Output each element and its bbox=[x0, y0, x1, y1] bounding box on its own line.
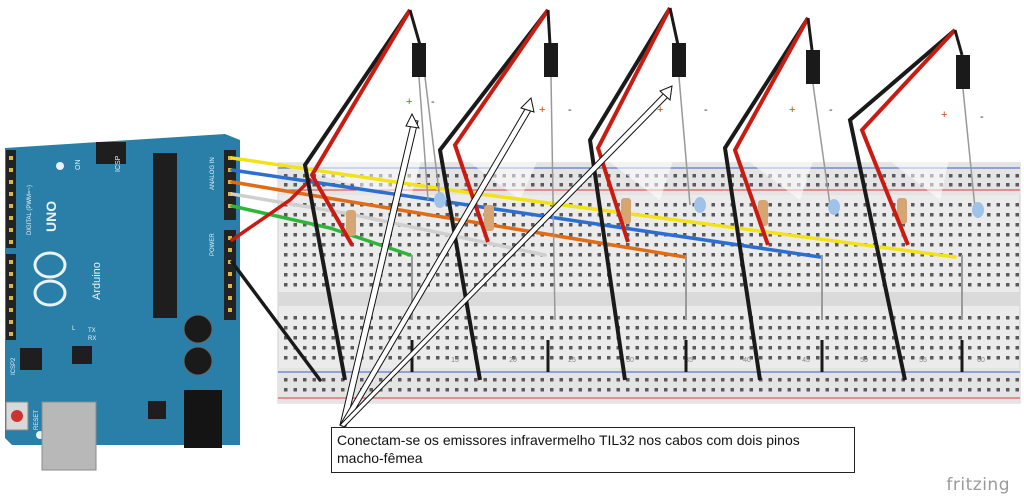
svg-text:-: - bbox=[980, 111, 984, 123]
svg-text:-: - bbox=[431, 96, 435, 108]
svg-text:45: 45 bbox=[802, 357, 810, 364]
ir-emitter-led bbox=[694, 197, 706, 213]
svg-text:15: 15 bbox=[451, 357, 459, 364]
ir-emitter-led bbox=[434, 192, 446, 208]
svg-text:-: - bbox=[704, 104, 708, 116]
svg-text:ICSP: ICSP bbox=[115, 155, 122, 172]
ir-emitter-led bbox=[828, 199, 840, 215]
svg-text:+: + bbox=[789, 104, 796, 116]
svg-text:RX: RX bbox=[88, 336, 97, 342]
svg-text:55: 55 bbox=[919, 357, 927, 364]
svg-text:Arduino: Arduino bbox=[91, 262, 103, 300]
svg-text:POWER: POWER bbox=[210, 233, 216, 256]
svg-text:50: 50 bbox=[860, 357, 868, 364]
icsp2-header bbox=[20, 348, 42, 370]
svg-text:35: 35 bbox=[685, 357, 693, 364]
svg-text:+: + bbox=[406, 96, 413, 108]
svg-text:25: 25 bbox=[568, 357, 576, 364]
callout-box bbox=[331, 427, 855, 473]
capacitor bbox=[184, 347, 212, 375]
breadboard bbox=[278, 163, 1020, 403]
svg-text:RESET: RESET bbox=[34, 409, 40, 430]
callout-line-1: Conectam-se os emissores infravermelho TIL32 nos cabos com dois pinos bbox=[337, 432, 800, 448]
svg-text:20: 20 bbox=[509, 357, 517, 364]
jumper-connector bbox=[544, 43, 558, 77]
svg-text:-: - bbox=[568, 104, 572, 116]
svg-text:60: 60 bbox=[977, 357, 985, 364]
svg-text:ON: ON bbox=[75, 159, 82, 170]
jumper-connector bbox=[412, 43, 426, 77]
svg-text:-: - bbox=[829, 104, 833, 116]
arduino-uno-board bbox=[5, 134, 240, 470]
jumper-connector bbox=[956, 55, 970, 89]
svg-text:TX: TX bbox=[88, 328, 96, 334]
svg-text:UNO: UNO bbox=[43, 200, 59, 232]
svg-text:ANALOG IN: ANALOG IN bbox=[210, 157, 216, 190]
ir-emitter-led bbox=[972, 202, 984, 218]
power-jack bbox=[184, 390, 222, 448]
capacitor bbox=[184, 315, 212, 343]
svg-text:40: 40 bbox=[743, 357, 751, 364]
analog-header bbox=[224, 150, 236, 220]
digital-header-top bbox=[6, 150, 16, 248]
callout-line-2: macho-fêmea bbox=[337, 450, 423, 466]
svg-text:DIGITAL (PWM=~): DIGITAL (PWM=~) bbox=[27, 184, 33, 235]
fritzing-watermark: fritzing bbox=[946, 475, 1010, 495]
reset-button[interactable] bbox=[11, 410, 23, 422]
svg-text:+: + bbox=[657, 104, 664, 116]
jumper-connector bbox=[806, 50, 820, 84]
usb-connector bbox=[42, 402, 96, 470]
microcontroller-chip bbox=[153, 153, 177, 318]
svg-text:30: 30 bbox=[626, 357, 634, 364]
svg-text:ICSP2: ICSP2 bbox=[11, 357, 17, 375]
svg-text:+: + bbox=[941, 109, 948, 121]
svg-text:+: + bbox=[539, 104, 546, 116]
jumper-connector bbox=[672, 43, 686, 77]
svg-text:L: L bbox=[72, 326, 76, 332]
